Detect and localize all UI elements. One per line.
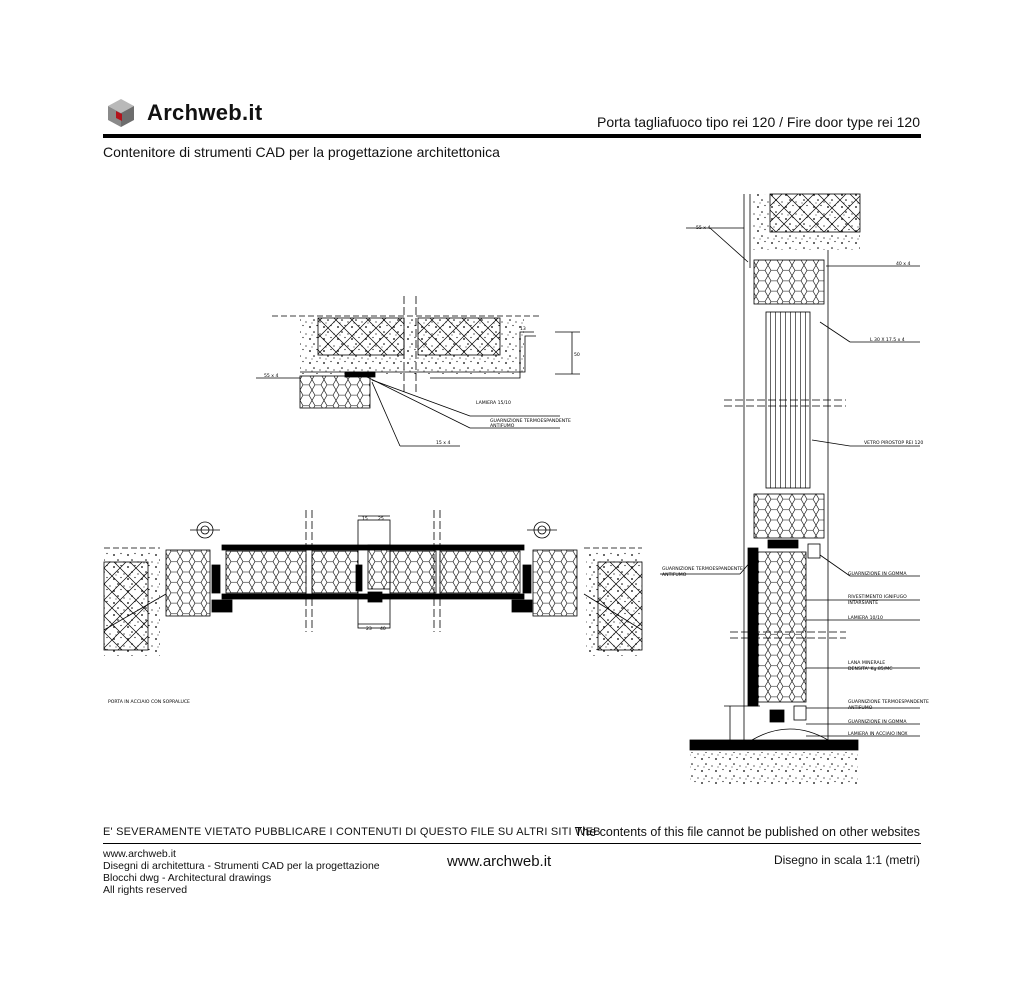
copyright-warning-it: E' SEVERAMENTE VIETATO PUBBLICARE I CONTENUTI DI QUESTO FILE SU ALTRI SITI WEB [103,826,601,838]
brand-name: Archweb.it [147,100,263,125]
label-guarnizione-bot: GUARNIZIONE TERMOESPANDENTE [848,700,929,705]
footer-center-url: www.archweb.it [447,853,552,870]
label-lamiera-right: LAMIERA 10/10 [848,616,883,621]
label-40x4: 40 x 4 [896,262,911,267]
label-15x4: 15 x 4 [436,441,451,446]
label-lamiera-inox: LAMIERA IN ACCIAIO INOX [848,732,908,737]
footer-scale: Disegno in scala 1:1 (metri) [773,853,920,867]
label-l30: L 30 X 17.5 x 4 [870,338,905,343]
plan-caption: PORTA IN ACCIAIO CON SOPRALUCE [108,700,190,705]
label-antifumo-left: ANTIFUMO [662,573,687,578]
label-55x4-right: 55 x 4 [696,226,711,231]
archweb-cube-icon [105,97,137,129]
dim-mid-c: 23 [366,627,372,632]
label-antifumo-top: ANTIFUMO [490,424,515,429]
cad-drawing [0,170,1024,820]
label-55x4-top: 55 x 4 [264,374,279,379]
footer-line-disegni: Disegni di architettura - Strumenti CAD per la progettazione [103,860,380,872]
brand-logo [105,97,262,129]
label-guarnizione-left: GUARNIZIONE TERMOESPANDENTE [662,567,743,572]
dim-mid-d: 40 [380,627,386,632]
label-rivestimento-2: INTARSIANTE [848,601,879,606]
plan-section-detail [104,510,642,656]
label-guarnizione-top: GUARNIZIONE TERMOESPANDENTE [490,419,571,424]
footer-site: www.archweb.it [103,848,176,860]
footer-info [103,848,380,896]
dim-top-a: 13 [520,327,526,332]
label-rivestimento-1: RIVESTIMENTO IGNIFUGO [848,595,907,600]
dim-mid-a: 15 [362,517,368,522]
label-gomma-2: GUARNIZIONE IN GOMMA [848,720,907,725]
copyright-warning-en: The contents of this file cannot be published on other websites [574,825,920,839]
header-rule [103,134,921,138]
label-lana-2: DENSITA' Kg.85/MC [848,667,893,672]
label-lamiera-top: LAMIERA 15/10 [476,401,511,406]
drawing-title: Porta tagliafuoco tipo rei 120 / Fire door type rei 120 [597,114,920,130]
footer-line-rights: All rights reserved [103,884,188,896]
footer-line-blocchi: Blocchi dwg - Architectural drawings [103,872,272,884]
vertical-section-detail [660,194,920,786]
dim-mid-b: 25 [378,517,384,522]
label-gomma-1: GUARNIZIONE IN GOMMA [848,572,907,577]
label-vetro: VETRO PIROSTOP REI 120 [864,441,924,446]
drawing-subtitle: Contenitore di strumenti CAD per la progettazione architettonica [103,144,500,160]
label-antifumo-bot: ANTIFUMO [848,706,873,711]
dim-top-b: 50 [574,353,580,358]
label-lana-1: LANA MINERALE [848,661,886,666]
footer-rule [103,843,921,844]
